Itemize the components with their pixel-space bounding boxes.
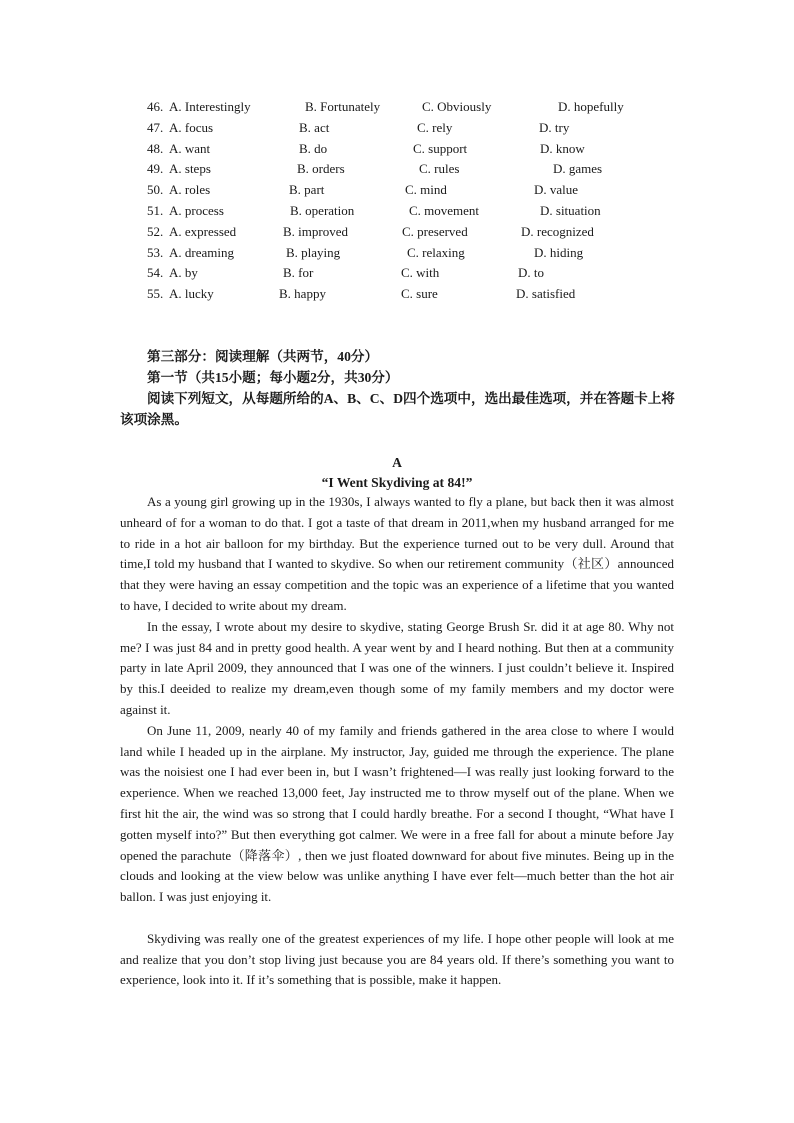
option-b: B. act (299, 119, 330, 135)
option-row (147, 159, 707, 180)
option-a: A. lucky (169, 286, 214, 302)
option-row (147, 222, 707, 243)
option-row (147, 139, 707, 160)
option-c: C. Obviously (422, 99, 492, 114)
option-b: B. Fortunately (305, 99, 381, 114)
option-row (147, 284, 707, 305)
question-number: 52. (147, 223, 164, 239)
passage-title: “I Went Skydiving at 84!” (321, 475, 473, 490)
option-c: C. support (413, 140, 468, 156)
passage-letter: A (392, 455, 402, 470)
option-b: B. orders (297, 161, 345, 177)
option-d: D. games (553, 161, 603, 177)
option-a: A. steps (169, 161, 211, 177)
option-a: A. dreaming (169, 244, 234, 260)
subsection-title: 第一节（共15小题；每小题2分，共30分） (147, 370, 399, 385)
question-number: 47. (147, 119, 164, 135)
section-headings (147, 346, 687, 388)
option-row (147, 243, 707, 264)
passage-paragraph: On June 11, 2009, nearly 40 of my family and friends gathered in the area close to where I would land while I headed up in the airplane. My instructor, Jay, guided me through the experience. The plane was the noisiest one I had ever been in, but I wasn’t frightened—I was really just looking forward to the experience. When we reached 13,000 feet, Jay instructed me to throw myself out of the plane. When we first hit the air, the wind was so strong that I could hardly breathe. For a second I thought, “What have I gotten myself into?” But then everything got calmer. We were in a free fall for about a minute before Jay opened the parachute（降落伞）, then we just floated downward for about five minutes. Being up in the clouds and looking at the view below was unlike anything I have ever felt—much better than the hot air ballon. I was just enjoying it. (120, 722, 674, 905)
reading-passage (120, 492, 674, 991)
part-title: 第三部分：阅读理解（共两节，40分） (147, 349, 379, 364)
answer-options-list (147, 97, 707, 305)
option-d: D. try (539, 119, 570, 135)
option-c: C. preserved (402, 223, 468, 239)
option-a: A. process (169, 202, 224, 218)
option-d: D. value (534, 182, 579, 198)
option-row (147, 118, 707, 139)
option-c: C. mind (405, 182, 447, 198)
question-number: 49. (147, 161, 164, 177)
option-c: C. movement (409, 202, 480, 218)
option-c: C. with (401, 265, 440, 281)
option-a: A. expressed (169, 223, 237, 239)
option-c: C. rules (419, 161, 460, 177)
question-number: 53. (147, 244, 164, 260)
passage-paragraph: In the essay, I wrote about my desire to skydive, stating George Brush Sr. did it at age 80. Why not me? I was just 84 and in pretty good health. A year went by and I heard nothing. But then at a community party in late April 2009, they announced that I was one of the winners. I just couldn’t believe it. Inspired by this.I deeided to realize my dream,even though some of my family members and my doctor were against it. (120, 618, 674, 717)
option-d: D. satisfied (516, 286, 576, 302)
option-row (147, 180, 707, 201)
option-a: A. roles (169, 182, 211, 198)
option-d: D. hiding (534, 244, 584, 260)
option-a: A. want (169, 140, 211, 156)
section-instructions: 阅读下列短文，从每题所给的A、B、C、D四个选项中，选出最佳选项，并在答题卡上将该项涂黑。 (120, 391, 675, 427)
question-number: 50. (147, 182, 164, 198)
option-b: B. playing (286, 244, 341, 260)
option-c: C. rely (417, 119, 453, 135)
option-b: B. happy (279, 286, 326, 302)
option-d: D. to (518, 265, 544, 281)
option-c: C. sure (401, 286, 438, 302)
option-b: B. operation (290, 202, 355, 218)
option-row (147, 201, 707, 222)
option-d: D. know (540, 140, 585, 156)
question-number: 46. (147, 99, 164, 114)
option-b: B. for (283, 265, 314, 281)
option-d: D. situation (540, 202, 601, 218)
question-number: 54. (147, 265, 164, 281)
option-row (147, 97, 707, 118)
option-a: A. Interestingly (169, 99, 251, 114)
option-c: C. relaxing (407, 244, 465, 260)
passage-paragraph: Skydiving was really one of the greatest experiences of my life. I hope other people will look at me and realize that you don’t stop living just because you are 84 years old. If there’s something you want to experience, look into it. If it’s something that is possible, make it happen. (120, 930, 674, 988)
paragraph-spacer (120, 908, 674, 929)
option-b: B. part (289, 182, 325, 198)
question-number: 48. (147, 140, 164, 156)
option-b: B. improved (283, 223, 348, 239)
option-d: D. recognized (521, 223, 594, 239)
option-a: A. by (169, 265, 198, 281)
option-b: B. do (299, 140, 328, 156)
option-d: D. hopefully (558, 99, 624, 114)
passage-paragraph: As a young girl growing up in the 1930s, I always wanted to fly a plane, but back then it was almost unheard of for a woman to do that. I got a taste of that dream in 2011,when my husband arranged for me to ride in a hot air balloon for my birthday. But the experience turned out to be very dull. Around that time,I told my husband that I wanted to skydive. So when our retirement community（社区）announced that they were having an essay competition and the topic was an experience of a lifetime that you wanted to have, I decided to write about my dream. (120, 494, 674, 613)
option-a: A. focus (169, 119, 214, 135)
question-number: 55. (147, 286, 164, 302)
option-row (147, 263, 707, 284)
question-number: 51. (147, 202, 164, 218)
